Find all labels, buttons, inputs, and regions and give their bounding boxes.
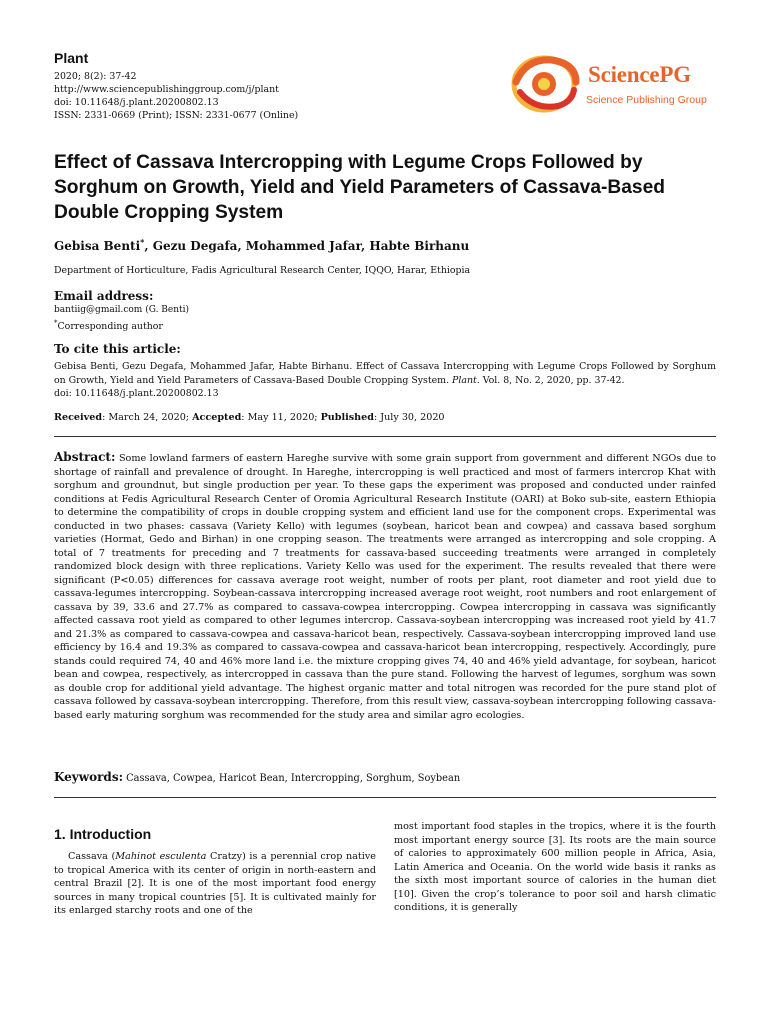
citation-body: Gebisa Benti, Gezu Degafa, Mohammed Jafar, Habte Birhanu. Effect of Cassava Intercropping with Legume Crops Followed by Sorghum on Growth, Yield and Yield Parameters of Cassava-Based Double Cropping System. bbox=[54, 361, 716, 386]
section-heading: 1. Introduction bbox=[54, 826, 152, 842]
abstract bbox=[54, 451, 716, 722]
email-heading: Email address: bbox=[54, 289, 154, 303]
abstract-text: Some lowland farmers of eastern Hareghe survive with some grain support from government and different NGOs due to shortage of rainfall and prevalence of drought. In Hareghe, intercropping is well practiced and most of farmers intercrop Khat with sorghum and groundnut, but single production per year. To these gaps the experiment was proposed and conducted under rainfed conditions at Fedis Agricultural Research Center of Oromia Agricultural Research Institute (OARI) at Boko sub-site, eastern Ethiopia to determine the compatibility of crops in double cropping system and efficient land use for the component crops. Experimental was conducted in two phases: cassava (Variety Kello) with legumes (soybean, haricot bean and cowpea) and cassava based sorghum varieties (Hormat, Gedo and Birhan) in one cropping season. The treatments were arranged as intercropping and sole cropping. A total of 7 treatments for preceding and 7 treatments for cassava-based succeeding treatments were arranged in completely randomized block design with three replications. Variety Kello was used for the experiment. The results revealed that there were significant (P<0.05) differences for cassava average root weight, number of roots per plant, root diameter and root yield due to cassava-legumes intercropping. Soybean-cassava intercropping increased average root weight, root numbers and root enlargement of cassava by 39, 33.6 and 27.7% as compared to cassava-cowpea intercropping. Cowpea intercropping in cassava was significantly affected cassava root yield as compared to other legumes intercrop. Cassava-soybean intercropping was increased root yield by 41.7 and 21.3% as compared to cassava-cowpea and cassava-haricot bean, respectively. Cassava-soybean intercropping improved land use efficiency by 16.4 and 19.3% as compared to cassava-cowpea and cassava-haricot bean intercropping, respectively. Accordingly, pure stands could required 74, 40 and 46% more land i.e. the mixture cropping gives 74, 40 and 46% yield advantage, for soybean, haricot bean and cowpea, respectively, as intercropped in cassava than the pure stand. Following the harvest of legumes, sorghum was sown as double crop for additional yield advantage. The highest organic matter and total nitrogen was recorded for the pure stand plot of cassava followed by cassava-soybean intercropping. Therefore, from this result view, cassava-soybean intercropping following cassava-based early maturing sorghum was recommended for the study area and similar agro ecologies. bbox=[54, 453, 717, 721]
accepted-label: Accepted bbox=[192, 412, 242, 423]
issn: ISSN: 2331-0669 (Print); ISSN: 2331-0677 (Online) bbox=[54, 110, 299, 121]
species-name: Mahinot esculenta bbox=[115, 851, 207, 862]
article-title: Effect of Cassava Intercropping with Legume Crops Followed by Sorghum on Growth, Yield and Yield Parameters of Cassava-Based Double Cropping System bbox=[54, 152, 665, 223]
abstract-label: Abstract: bbox=[54, 450, 116, 464]
author-email[interactable]: bantiig@gmail.com (G. Benti) bbox=[54, 305, 190, 315]
divider bbox=[54, 436, 716, 437]
corresponding-mark: * bbox=[54, 319, 58, 327]
journal-meta bbox=[54, 70, 494, 122]
column-left bbox=[54, 826, 376, 918]
cite-heading: To cite this article: bbox=[54, 342, 181, 356]
keywords-text: Cassava, Cowpea, Haricot Bean, Intercropping, Sorghum, Soybean bbox=[126, 773, 461, 784]
divider bbox=[54, 797, 716, 798]
logo-wordmark: SciencePG bbox=[588, 62, 691, 87]
corresponding-author-label: Corresponding author bbox=[57, 321, 163, 333]
corresponding-mark: * bbox=[140, 237, 145, 247]
sciencepg-logo bbox=[506, 52, 726, 116]
keywords-label: Keywords: bbox=[54, 770, 124, 784]
published-label: Published bbox=[320, 412, 374, 423]
received-date: : March 24, 2020; bbox=[102, 412, 193, 423]
journal-url[interactable]: http://www.sciencepublishinggroup.com/j/plant bbox=[54, 84, 279, 95]
corresponding-author-note bbox=[54, 319, 163, 332]
article-dates bbox=[54, 412, 445, 423]
received-label: Received bbox=[54, 412, 103, 423]
intro-text: Cratzy) is a perennial crop native to tropical America with its center of origin in north-eastern and central Brazil [2]. It is one of the most important food energy sources in many tropical countries [5]. It is cultivated mainly for its enlarged starchy roots and one of the bbox=[54, 851, 376, 916]
logo-subtitle: Science Publishing Group bbox=[586, 94, 707, 106]
citation-volume: . Vol. 8, No. 2, 2020, pp. 37-42. bbox=[476, 374, 625, 386]
intro-paragraph-continued: most important food staples in the tropics, where it is the fourth most important energy source [3]. Its roots are the main source of calories to approximately 600 million people in Africa, Asia, Latin America and Oceania. On the world wide basis it ranks as the sixth most important source of calories in the human diet [10]. Given the crop’s tolerance to poor soil and harsh climatic conditions, it is generally bbox=[394, 821, 716, 913]
volume-pages: 2020; 8(2): 37-42 bbox=[54, 71, 137, 82]
first-author: Gebisa Benti bbox=[54, 239, 141, 253]
accepted-date: : May 11, 2020; bbox=[241, 412, 321, 423]
citation-journal: Plant bbox=[452, 374, 477, 386]
keywords bbox=[54, 770, 460, 784]
intro-text: Cassava ( bbox=[68, 851, 116, 862]
citation-doi: doi: 10.11648/j.plant.20200802.13 bbox=[54, 388, 219, 399]
doi: doi: 10.11648/j.plant.20200802.13 bbox=[54, 97, 219, 108]
affiliation: Department of Horticulture, Fadis Agricultural Research Center, IQQO, Harar, Ethiopia bbox=[54, 265, 471, 276]
author-list bbox=[54, 237, 469, 253]
other-authors: , Gezu Degafa, Mohammed Jafar, Habte Birhanu bbox=[144, 239, 470, 253]
intro-paragraph bbox=[54, 850, 376, 918]
sciencepg-swirl-logo-icon bbox=[506, 52, 586, 116]
journal-name: Plant bbox=[54, 50, 89, 66]
citation-text bbox=[54, 360, 716, 401]
column-right bbox=[394, 820, 716, 915]
published-date: : July 30, 2020 bbox=[373, 412, 445, 423]
